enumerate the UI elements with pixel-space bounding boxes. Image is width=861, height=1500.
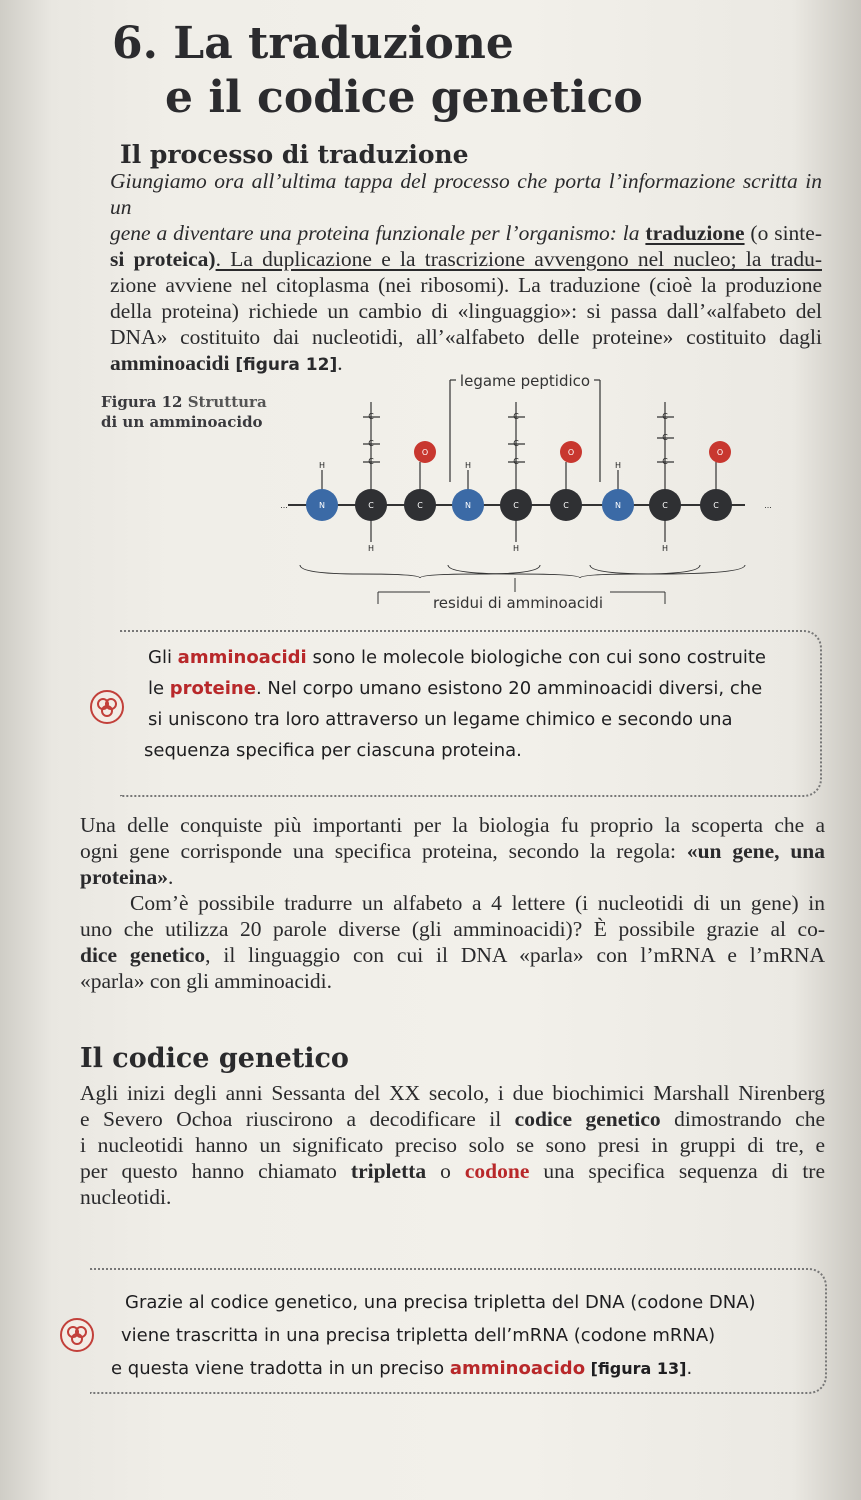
carbon-atom: C <box>563 501 569 510</box>
side-chain-carbon: C <box>662 433 668 442</box>
text-line: le proteine. Nel corpo umano esistono 20 amminoacidi diversi, che <box>148 678 763 699</box>
text-line: Agli inizi degli anni Sessanta del XX secolo, i due biochimici Marshall Nirenberg <box>80 1081 825 1105</box>
chain-ellipsis-right: ... <box>764 501 772 510</box>
text-line: e questa viene tradotta in un preciso amminoacido [figura 13]. <box>111 1358 693 1379</box>
oxygen-atom: O <box>421 448 429 457</box>
side-chain-carbon: C <box>662 412 668 421</box>
carbon-atom: C <box>662 501 668 510</box>
hydrogen-label: H <box>512 544 520 553</box>
text-line: nucleotidi. <box>80 1185 172 1209</box>
text-line: zione avviene nel citoplasma (nei ribosomi). La traduzione (cioè la produzione <box>110 273 822 297</box>
text-line: Grazie al codice genetico, una precisa tripletta del DNA (codone DNA) <box>125 1292 756 1313</box>
label-residui-amminoacidi: residui di amminoacidi <box>432 594 604 612</box>
text-line: si proteica). La duplicazione e la trascrizione avvengono nel nucleo; la tradu- <box>110 247 822 271</box>
text-line: «parla» con gli amminoacidi. <box>80 969 332 993</box>
text-line: Giungiamo ora all’ultima tappa del processo che porta l’informazione scritta in un <box>110 169 822 219</box>
oxygen-atom: O <box>716 448 724 457</box>
nitrogen-atom: N <box>465 501 471 510</box>
definition-box-amminoacidi <box>120 630 822 797</box>
carbon-atom: C <box>368 501 374 510</box>
text-line: uno che utilizza 20 parole diverse (gli amminoacidi)? È possibile grazie al co- <box>80 917 825 941</box>
amino-acid-chain-figure <box>270 362 790 620</box>
side-chain-carbon: C <box>513 457 519 466</box>
nitrogen-atom: N <box>319 501 325 510</box>
text-line: si uniscono tra loro attraverso un legame chimico e secondo una <box>148 709 733 730</box>
oxygen-atom: O <box>567 448 575 457</box>
text-line: Gli amminoacidi sono le molecole biologiche con cui sono costruite <box>148 647 766 668</box>
side-chain-carbon: C <box>513 412 519 421</box>
carbon-atom: C <box>713 501 719 510</box>
text-line: gene a diventare una proteina funzionale per l’organismo: la traduzione (o sinte- <box>110 221 822 245</box>
hydrogen-label: H <box>614 461 622 470</box>
paragraph-traduzione <box>110 168 822 378</box>
carbon-atom: C <box>513 501 519 510</box>
summary-box-codice-genetico <box>90 1268 827 1394</box>
text-line: i nucleotidi hanno un significato preciso solo se sono presi in gruppi di tre, e <box>80 1133 825 1157</box>
text-line: proteina». <box>80 865 174 889</box>
text-line: e Severo Ochoa riuscirono a decodificare il codice genetico dimostrando che <box>80 1107 825 1131</box>
text-line: della proteina) richiede un cambio di «linguaggio»: si passa dall’«alfabeto del <box>110 299 822 323</box>
concept-badge-icon <box>90 690 124 724</box>
hydrogen-label: H <box>661 544 669 553</box>
text-line: Una delle conquiste più importanti per la biologia fu proprio la scoperta che a <box>80 813 825 837</box>
side-chain-carbon: C <box>513 439 519 448</box>
paragraph-codice-genetico <box>80 1080 825 1210</box>
concept-badge-icon <box>60 1318 94 1352</box>
text-line: sequenza specifica per ciascuna proteina. <box>144 740 522 761</box>
section-title-traduzione: Il processo di traduzione <box>120 140 469 169</box>
text-line: DNA» costituito dai nucleotidi, all’«alfabeto delle proteine» costituito dagli <box>110 325 822 349</box>
text-line: Com’è possibile tradurre un alfabeto a 4 lettere (i nucleotidi di un gene) in <box>130 891 825 915</box>
text-line: ogni gene corrisponde una specifica proteina, secondo la regola: «un gene, una <box>80 839 825 863</box>
text-line: dice genetico, il linguaggio con cui il DNA «parla» con l’mRNA e l’mRNA <box>80 943 825 967</box>
carbon-atom: C <box>417 501 423 510</box>
label-legame-peptidico: legame peptidico <box>459 372 591 390</box>
nitrogen-atom: N <box>615 501 621 510</box>
side-chain-carbon: C <box>368 412 374 421</box>
chapter-title-line1: 6. La traduzione <box>112 18 514 69</box>
side-chain-carbon: C <box>368 457 374 466</box>
chapter-title-line2: e il codice genetico <box>165 72 643 123</box>
text-line: viene trascritta in una precisa tripletta dell’mRNA (codone mRNA) <box>121 1325 716 1346</box>
chain-ellipsis-left: ... <box>280 501 288 510</box>
hydrogen-label: H <box>318 461 326 470</box>
figure-12-caption: Figura 12 Struttura di un amminoacido <box>101 393 267 431</box>
section-title-codice-genetico: Il codice genetico <box>80 1043 349 1074</box>
hydrogen-label: H <box>464 461 472 470</box>
paragraph-un-gene-una-proteina <box>80 812 825 994</box>
side-chain-carbon: C <box>368 439 374 448</box>
text-line: per questo hanno chiamato tripletta o codone una specifica sequenza di tre <box>80 1159 826 1183</box>
hydrogen-label: H <box>367 544 375 553</box>
side-chain-carbon: C <box>662 457 668 466</box>
text-line: amminoacidi [figura 12]. <box>110 351 343 375</box>
